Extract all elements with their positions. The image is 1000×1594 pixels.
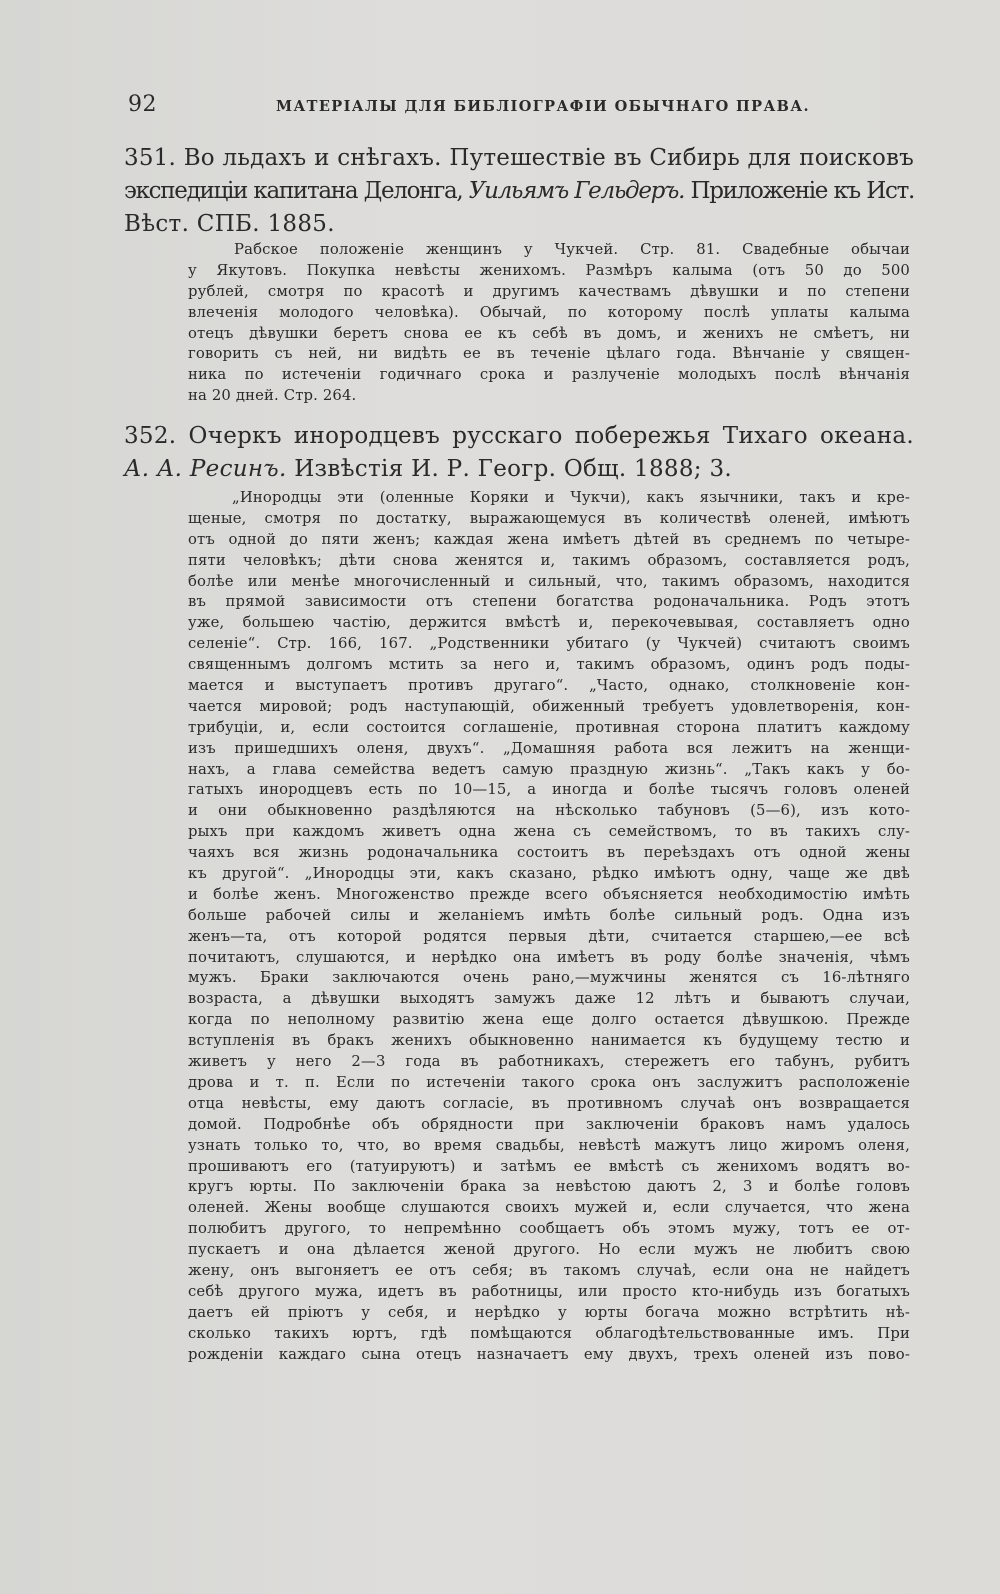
entry-352-body-line: узнать только то, что, во время свадьбы, невѣстѣ мажутъ лицо жиромъ оленя, [188, 1136, 910, 1154]
entry-352-annotation [188, 488, 910, 1365]
entry-352-body-line: рожденіи каждаго сына отецъ назначаетъ ему двухъ, трехъ оленей изъ пово- [188, 1345, 910, 1363]
entry-351-body-line: говорить съ ней, ни видѣть ее въ теченіе цѣлаго года. Вѣнчаніе у священ- [188, 345, 910, 363]
entry-352-body-line: селеніе“. Стр. 166, 167. „Родственники убитаго (у Чукчей) считаютъ своимъ [188, 635, 910, 653]
entry-352-body-line: оленей. Жены вообще слушаются своихъ мужей и, если случается, что жена [188, 1199, 910, 1217]
entry-352-body-line: рыхъ при каждомъ живетъ одна жена съ семействомъ, то въ такихъ слу- [188, 823, 910, 841]
entry-351-annotation [188, 240, 910, 407]
entry-351-body-line: отецъ дѣвушки беретъ снова ее къ себѣ въ домъ, и женихъ не смѣетъ, ни [188, 324, 910, 342]
entry-352-body-line: возраста, а дѣвушки выходятъ замужъ даже 12 лѣтъ и бываютъ случаи, [188, 990, 910, 1008]
entry-352-body-line: больше рабочей силы и желаніемъ имѣть болѣе сильный родъ. Одна изъ [188, 906, 910, 924]
entry-352-body-line: къ другой“. „Инородцы эти, какъ сказано, рѣдко имѣютъ одну, чаще же двѣ [188, 865, 910, 883]
entry-351-body-line: рублей, смотря по красотѣ и другимъ качествамъ дѣвушки и по степени [188, 282, 910, 300]
entry-351-body-line: ника по истеченіи годичнаго срока и разлученіе молодыхъ послѣ вѣнчанія [188, 366, 910, 384]
entry-352-author: А. А. Ресинъ. [124, 456, 287, 482]
entry-351-title-line [124, 175, 914, 208]
entry-352-body-line: женъ—та, отъ которой родятся первыя дѣти, считается старшею,—ее всѣ [188, 927, 910, 945]
entry-352-body-line: щеные, смотря по достатку, выражающемуся въ количествѣ оленей, имѣютъ [188, 509, 910, 527]
page-header [128, 92, 910, 122]
entry-352-body-line: гатыхъ инородцевъ есть по 10—15, а иногда и болѣе тысячъ головъ оленей [188, 781, 910, 799]
entry-352-body-line: прошиваютъ его (татуируютъ) и затѣмъ ее вмѣстѣ съ женихомъ водятъ во- [188, 1157, 910, 1175]
entry-352-body-line: мужъ. Браки заключаются очень рано,—мужчины женятся съ 16-лѣтняго [188, 969, 910, 987]
entry-352-body-line: болѣе или менѣе многочисленный и сильный, что, такимъ образомъ, находится [188, 572, 910, 590]
entry-352-body-line: и болѣе женъ. Многоженство прежде всего объясняется необходимостію имѣть [188, 885, 910, 903]
entry-351-author: Уильямъ Гельдеръ. [468, 178, 685, 204]
entry-351-title-line: 351. Во льдахъ и снѣгахъ. Путешествіе въ Сибирь для поисковъ [124, 145, 914, 171]
entry-352-body-line: нахъ, а глава семейства ведетъ самую праздную жизнь“. „Такъ какъ у бо- [188, 760, 910, 778]
entry-351-body-line: Рабское положеніе женщинъ у Чукчей. Стр. 81. Свадебные обычаи [234, 241, 910, 258]
entry-351-title-text: Приложеніе къ Ист. [690, 178, 915, 204]
entry-352-body-line: изъ пришедшихъ оленя, двухъ“. „Домашняя работа вся лежитъ на женщи- [188, 739, 910, 757]
entry-352-body-line: трибуціи, и, если состоится соглашеніе, противная сторона платитъ каждому [188, 718, 910, 736]
entry-352-body-line: кругъ юрты. По заключеніи брака за невѣстою даютъ 2, 3 и болѣе головъ [188, 1178, 910, 1196]
entry-352-body-line: себѣ другого мужа, идетъ въ работницы, или просто кто-нибудь изъ богатыхъ [188, 1282, 910, 1300]
page-number: 92 [128, 92, 157, 117]
entry-352-body-line: почитаютъ, слушаются, и нерѣдко она имѣетъ въ роду болѣе значенія, чѣмъ [188, 948, 910, 966]
entry-352-body-line: полюбитъ другого, то непремѣнно сообщаетъ объ этомъ мужу, тотъ ее от- [188, 1220, 910, 1238]
entry-352-body-line: даетъ ей пріютъ у себя, и нерѣдко у юрты богача можно встрѣтить нѣ- [188, 1303, 910, 1321]
entry-352-title-line: 352. Очеркъ инородцевъ русскаго побережья Тихаго океана. [124, 423, 914, 449]
entry-352-body-line: пускаетъ и она дѣлается женой другого. Но если мужъ не любитъ свою [188, 1241, 910, 1259]
entry-352-body-line: въ прямой зависимости отъ степени богатства родоначальника. Родъ этотъ [188, 593, 910, 611]
entry-352-source: Извѣстія И. Р. Геогр. Общ. 1888; 3. [294, 456, 732, 482]
entry-352-body-line: священнымъ долгомъ мстить за него и, такимъ образомъ, одинъ родъ поды- [188, 656, 910, 674]
entry-352-title [124, 420, 914, 486]
entry-352-body-line: уже, большею частію, держится вмѣстѣ и, перекочевывая, составляетъ одно [188, 614, 910, 632]
entry-352-body-line: мается и выступаетъ противъ другаго“. „Часто, однако, столкновеніе кон- [188, 677, 910, 695]
entry-352-body-line: домой. Подробнѣе объ обрядности при заключеніи браковъ намъ удалось [188, 1115, 910, 1133]
entry-351-body-line: влеченія молодого человѣка). Обычай, по которому послѣ уплаты калыма [188, 303, 910, 321]
entry-351-body-line: у Якутовъ. Покупка невѣсты женихомъ. Размѣръ калыма (отъ 50 до 500 [188, 261, 910, 279]
entry-352-body-line: когда по неполному развитію жена еще долго остается дѣвушкою. Прежде [188, 1011, 910, 1029]
entry-352-body-line: „Инородцы эти (оленные Коряки и Чукчи), какъ язычники, такъ и кре- [232, 489, 910, 506]
entry-352-body-line: и они обыкновенно раздѣляются на нѣсколько табуновъ (5—6), изъ кото- [188, 802, 910, 820]
entry-351-title-line: Вѣст. СПБ. 1885. [124, 211, 335, 237]
entry-352-body-line: чается мировой; родъ наступающій, обиженный требуетъ удовлетворенія, кон- [188, 697, 910, 715]
entry-351-body-line: на 20 дней. Стр. 264. [188, 387, 357, 405]
entry-352-body-line: отъ одной до пяти женъ; каждая жена имѣетъ дѣтей въ среднемъ по четыре- [188, 530, 910, 548]
entry-352-body-line: дрова и т. п. Если по истеченіи такого срока онъ заслужитъ расположеніе [188, 1073, 910, 1091]
entry-352-body-line: живетъ у него 2—3 года въ работникахъ, стережетъ его табунъ, рубитъ [188, 1053, 910, 1071]
entry-352-body-line: пяти человѣкъ; дѣти снова женятся и, такимъ образомъ, составляется родъ, [188, 551, 910, 569]
entry-351-title-text: экспедиціи капитана Делонга, [124, 178, 463, 204]
entry-352-body-line: сколько такихъ юртъ, гдѣ помѣщаются облагодѣтельствованные имъ. При [188, 1324, 910, 1342]
entry-352-title-line [124, 453, 914, 486]
entry-352-body-line: чаяхъ вся жизнь родоначальника состоитъ въ переѣздахъ отъ одной жены [188, 844, 910, 862]
entry-352-body-line: вступленія въ бракъ женихъ обыкновенно нанимается къ будущему тестю и [188, 1032, 910, 1050]
running-head: МАТЕРІАЛЫ ДЛЯ БИБЛІОГРАФІИ ОБЫЧНАГО ПРАВА. [276, 98, 810, 115]
entry-352-body-line: отца невѣсты, ему даютъ согласіе, въ противномъ случаѣ онъ возвращается [188, 1094, 910, 1112]
entry-351-title [124, 142, 914, 241]
entry-352-body-line: жену, онъ выгоняетъ ее отъ себя; въ такомъ случаѣ, если она не найдетъ [188, 1261, 910, 1279]
